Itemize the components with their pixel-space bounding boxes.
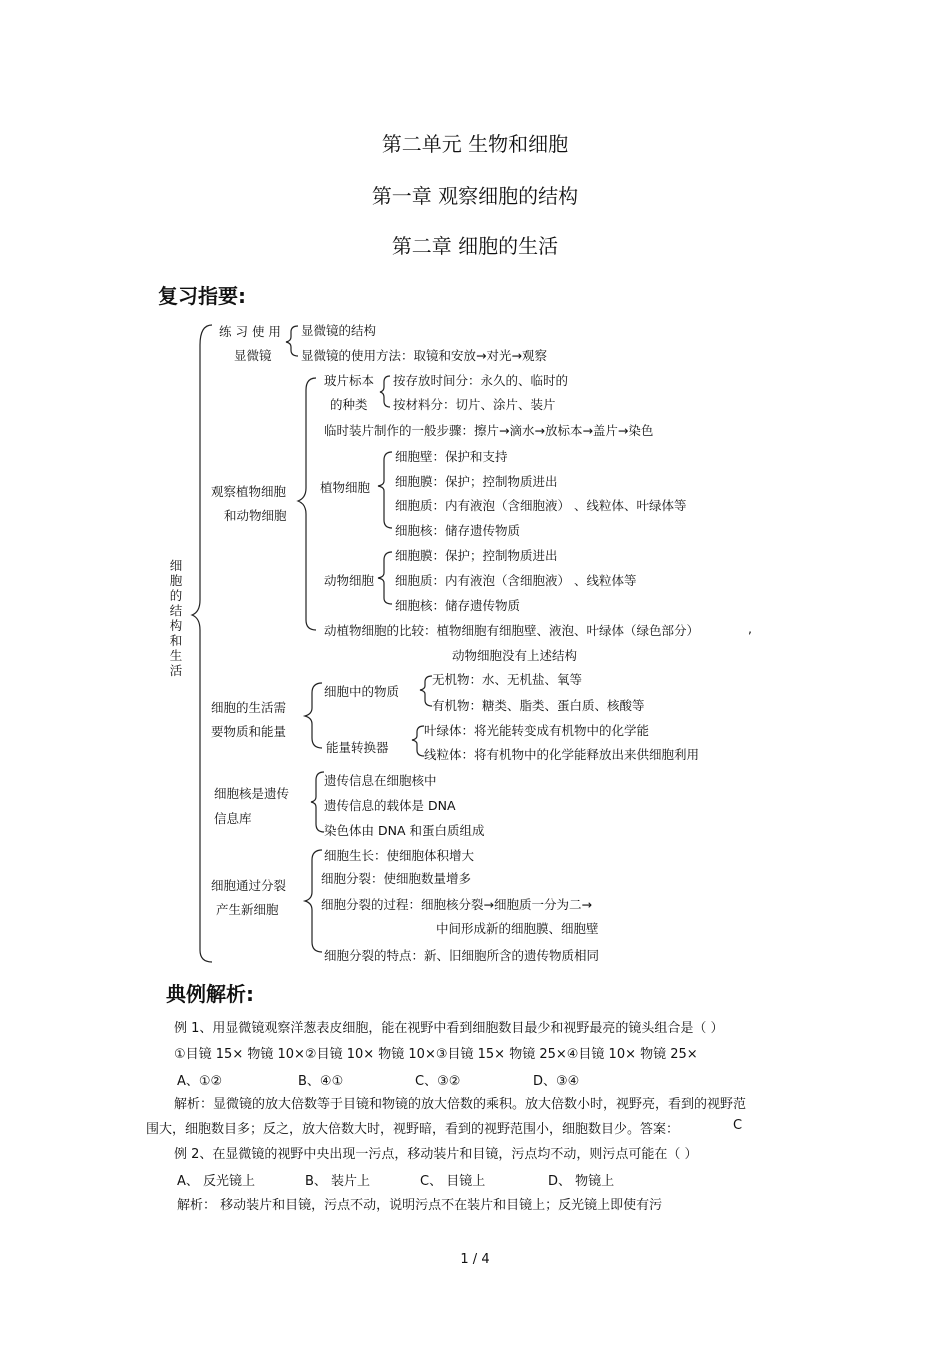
nucleus-item: 染色体由 DNA 和蛋白质组成 <box>324 823 485 838</box>
slide-brace <box>380 376 390 407</box>
example1-analysis-line2: 围大，细胞数目多；反之，放大倍数大时，视野暗，看到的视野范围小，细胞数目少。答案： <box>146 1122 680 1137</box>
nucleus-label-line1: 细胞核是遗传 <box>214 786 290 801</box>
animal-brace <box>378 552 392 604</box>
nucleus-item: 遗传信息的载体是 DNA <box>324 798 456 813</box>
example2-choice: A、 反光镜上 <box>177 1174 256 1189</box>
example1-choice: A、①② <box>177 1074 223 1089</box>
nucleus-brace <box>311 772 324 832</box>
chapter2-title: 第二章 细胞的生活 <box>391 234 559 258</box>
substance-brace <box>420 676 432 706</box>
review-heading: 复习指要: <box>158 284 246 308</box>
example1-choice: C、③② <box>415 1074 461 1089</box>
observe-label-line1: 观察植物细胞 <box>211 484 287 499</box>
microscope-brace <box>286 326 298 356</box>
division-item: 中间形成新的细胞膜、细胞壁 <box>436 921 599 936</box>
examples-heading: 典例解析: <box>166 982 254 1006</box>
slide-label-line2: 的种类 <box>330 397 368 412</box>
substance-label: 细胞中的物质 <box>324 684 400 699</box>
example1-question: 例 1、用显微镜观察洋葱表皮细胞，能在视野中看到细胞数目最少和视野最亮的镜头组合是（ ） <box>174 1021 724 1036</box>
example1-choice: B、④① <box>298 1074 344 1089</box>
life-label-line2: 要物质和能量 <box>211 724 287 739</box>
nucleus-label-line2: 信息库 <box>214 811 252 826</box>
unit-title: 第二单元 生物和细胞 <box>381 132 569 156</box>
division-item: 细胞生长：使细胞体积增大 <box>324 848 475 863</box>
division-item: 细胞分裂的特点：新、旧细胞所含的遗传物质相同 <box>324 948 600 963</box>
root-brace <box>192 325 212 962</box>
example2-choice: C、 目镜上 <box>420 1174 486 1189</box>
substance-item: 无机物：水、无机盐、氧等 <box>432 672 583 687</box>
substance-item: 有机物：糖类、脂类、蛋白质、核酸等 <box>432 698 645 713</box>
energy-item: 叶绿体：将光能转变成有机物中的化学能 <box>424 723 650 738</box>
plant-item: 细胞膜：保护；控制物质进出 <box>395 474 558 489</box>
compare-comma: , <box>748 621 752 636</box>
microscope-item: 显微镜的结构 <box>301 323 377 338</box>
temp-slide-steps: 临时装片制作的一般步骤：擦片→滴水→放标本→盖片→染色 <box>324 423 654 438</box>
example1-options: ①目镜 15× 物镜 10×②目镜 10× 物镜 10×③目镜 15× 物镜 25×④目镜 10× 物镜 25× <box>174 1047 698 1062</box>
microscope-label-line2: 显微镜 <box>234 348 272 363</box>
division-label-line2: 产生新细胞 <box>216 902 279 917</box>
observe-label-line2: 和动物细胞 <box>224 508 287 523</box>
division-item: 细胞分裂的过程：细胞核分裂→细胞质一分为二→ <box>321 897 592 912</box>
life-brace <box>305 683 322 748</box>
microscope-item: 显微镜的使用方法：取镜和安放→对光→观察 <box>301 348 547 363</box>
animal-item: 细胞膜：保护；控制物质进出 <box>395 548 558 563</box>
chapter1-title: 第一章 观察细胞的结构 <box>371 184 579 208</box>
division-item: 细胞分裂：使细胞数量增多 <box>321 871 472 886</box>
compare-line2: 动物细胞没有上述结构 <box>452 648 578 663</box>
slide-label-line1: 玻片标本 <box>324 373 375 388</box>
life-label-line1: 细胞的生活需 <box>211 700 287 715</box>
division-label-line1: 细胞通过分裂 <box>211 878 287 893</box>
example1-analysis-line1: 解析：显微镜的放大倍数等于目镜和物镜的放大倍数的乘积。放大倍数小时，视野亮，看到的视野范 <box>174 1097 747 1112</box>
root-label: 细胞的结构和生活 <box>169 558 183 678</box>
example2-choice: B、 装片上 <box>305 1174 371 1189</box>
observe-brace <box>298 378 316 630</box>
nucleus-item: 遗传信息在细胞核中 <box>324 773 437 788</box>
energy-item: 线粒体：将有机物中的化学能释放出来供细胞利用 <box>424 747 700 762</box>
plant-item: 细胞核：储存遗传物质 <box>395 523 521 538</box>
example2-analysis: 解析： 移动装片和目镜，污点不动，说明污点不在装片和目镜上；反光镜上即使有污 <box>177 1198 663 1213</box>
compare-line1: 动植物细胞的比较：植物细胞有细胞壁、液泡、叶绿体（绿色部分） <box>324 623 700 638</box>
plant-item: 细胞质：内有液泡（含细胞液） 、线粒体、叶绿体等 <box>395 498 687 513</box>
slide-item: 按存放时间分：永久的、临时的 <box>393 373 569 388</box>
plant-brace <box>378 452 392 528</box>
plant-item: 细胞壁：保护和支持 <box>395 449 508 464</box>
energy-label: 能量转换器 <box>326 740 389 755</box>
example2-choice: D、 物镜上 <box>548 1174 615 1189</box>
example1-answer: C <box>733 1118 743 1133</box>
plant-cell-label: 植物细胞 <box>320 480 371 495</box>
microscope-label-line1: 练 习 使 用 <box>219 324 281 339</box>
example2-question: 例 2、在显微镜的视野中央出现一污点，移动装片和目镜，污点均不动，则污点可能在（ ） <box>174 1147 698 1162</box>
animal-item: 细胞核：储存遗传物质 <box>395 598 521 613</box>
animal-item: 细胞质：内有液泡（含细胞液） 、线粒体等 <box>395 573 637 588</box>
animal-cell-label: 动物细胞 <box>324 573 375 588</box>
slide-item: 按材料分：切片、涂片、装片 <box>393 397 556 412</box>
energy-brace <box>412 726 424 756</box>
page-number: 1 / 4 <box>460 1252 490 1267</box>
example1-choice: D、③④ <box>533 1074 580 1089</box>
division-brace <box>305 850 322 952</box>
